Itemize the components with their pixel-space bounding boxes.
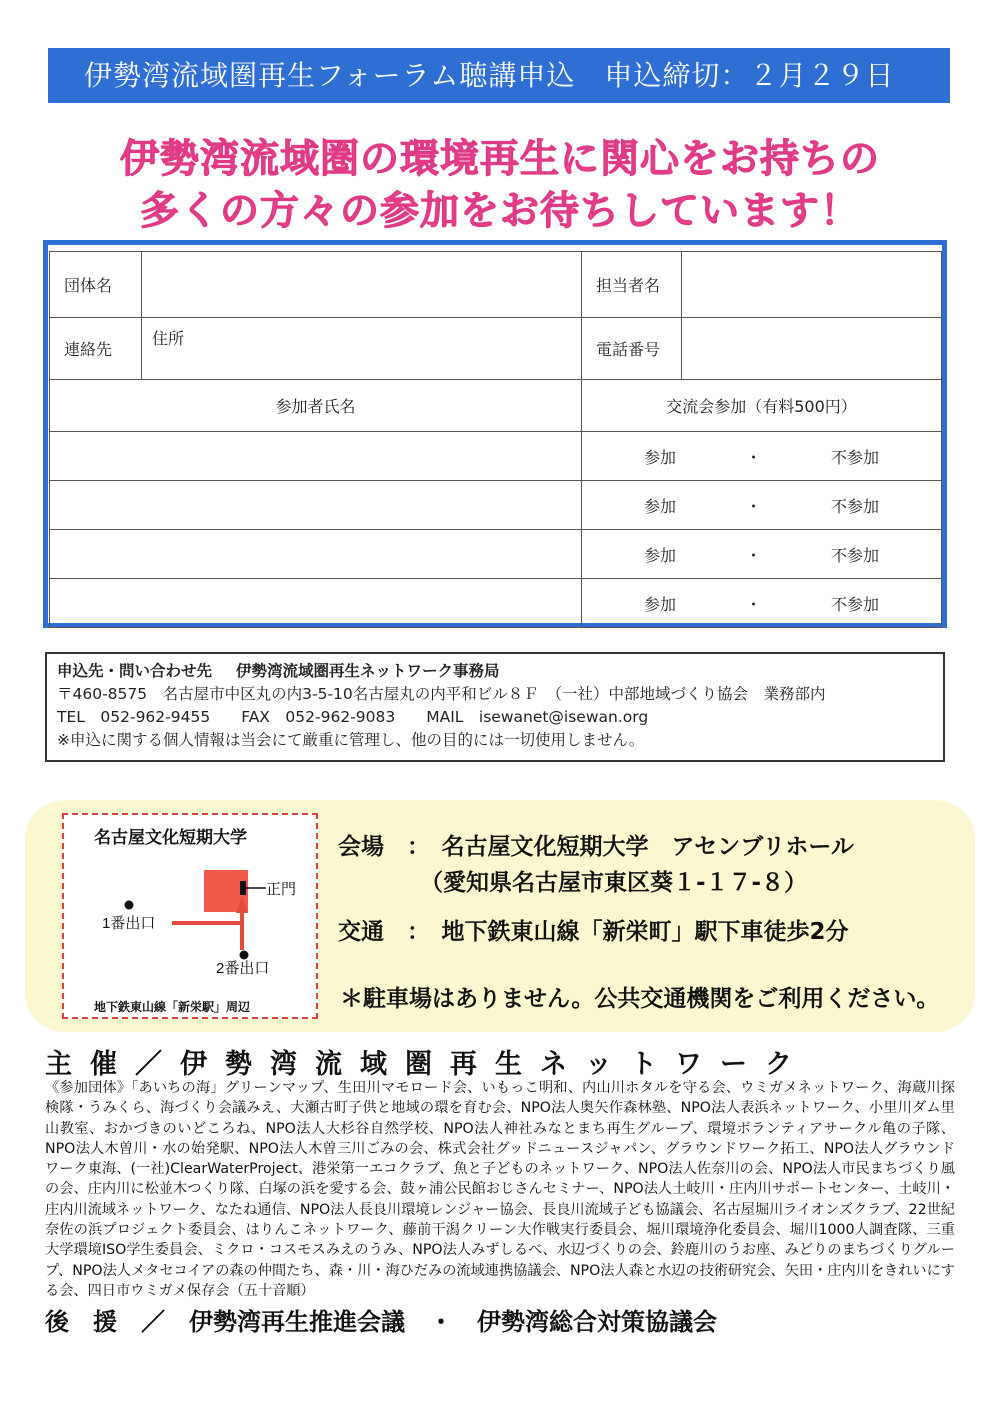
attend-option[interactable]: 参加: [644, 594, 677, 614]
exit-2-marker: [240, 951, 249, 960]
not-attend-option[interactable]: 不参加: [830, 545, 879, 565]
contact-org: 伊勢湾流域圏再生ネットワーク事務局: [236, 662, 500, 680]
attend-option[interactable]: 参加: [644, 545, 677, 565]
choice-separator: ・: [745, 447, 762, 467]
person-field[interactable]: [682, 252, 942, 318]
org-field[interactable]: [142, 252, 582, 318]
exchange-choice-1[interactable]: [582, 432, 942, 481]
map-caption: 地下鉄東山線「新栄駅」周辺: [94, 1000, 251, 1014]
not-attend-option[interactable]: 不参加: [830, 496, 879, 516]
participant-header: 参加者氏名: [50, 380, 582, 432]
map-title: 名古屋文化短期大学: [94, 828, 247, 847]
phone-label: 電話番号: [582, 318, 682, 380]
exit-1-label: 1番出口: [102, 915, 156, 932]
participant-name-field-1[interactable]: [50, 432, 582, 481]
phone-field[interactable]: [682, 318, 942, 380]
parking-note: ＊駐車場はありません。公共交通機関をご利用ください。: [340, 986, 940, 1012]
gate-marker: [240, 881, 246, 895]
address-label: 住所: [152, 329, 185, 348]
contact-label: 申込先・問い合わせ先: [57, 662, 213, 680]
exchange-choice-4[interactable]: [582, 579, 942, 628]
title-banner: 伊勢湾流域圏再生フォーラム聴講申込 申込締切：２月２９日: [48, 48, 950, 103]
contact-heading: [57, 660, 933, 683]
not-attend-option[interactable]: 不参加: [830, 594, 879, 614]
supporters: 後 援 ／ 伊勢湾再生推進会議 ・ 伊勢湾総合対策協議会: [45, 1308, 717, 1336]
organizer: 主催／伊勢湾流域圏再生ネットワーク: [45, 1049, 810, 1080]
participant-name-field-2[interactable]: [50, 481, 582, 530]
exit-2-label: 2番出口: [216, 960, 270, 977]
contact-tel-fax-mail: TEL 052-962-9455 FAX 052-962-9083 MAIL isewanet@isewan.org: [57, 708, 649, 726]
exchange-choice-3[interactable]: [582, 530, 942, 579]
privacy-note: ※申込に関する個人情報は当会にて厳重に管理し、他の目的には一切使用しません。: [57, 731, 645, 749]
headline-line-1: 伊勢湾流域圏の環境再生に関心をお持ちの: [119, 137, 880, 182]
choice-separator: ・: [745, 594, 762, 614]
contact-address: 〒460-8575 名古屋市中区丸の内3-5-10名古屋丸の内平和ビル８Ｆ （一社）中部地域づくり協会 業務部内: [57, 685, 826, 703]
exchange-choice-2[interactable]: [582, 481, 942, 530]
venue-access: 交通 ： 地下鉄東山線「新栄町」駅下車徒歩2分: [338, 919, 849, 945]
attend-option[interactable]: 参加: [644, 447, 677, 467]
address-field[interactable]: [142, 318, 582, 380]
person-label: 担当者名: [582, 252, 682, 318]
headline-line-2: 多くの方々の参加をお待ちしています！: [139, 189, 860, 234]
not-attend-option[interactable]: 不参加: [830, 447, 879, 467]
participant-name-field-4[interactable]: [50, 579, 582, 628]
exchange-header: 交流会参加（有料500円）: [582, 380, 942, 432]
attend-option[interactable]: 参加: [644, 496, 677, 516]
contact-box: [45, 652, 945, 762]
choice-separator: ・: [745, 545, 762, 565]
choice-separator: ・: [745, 496, 762, 516]
contact-label: 連絡先: [50, 318, 142, 380]
venue-address: （愛知県名古屋市東区葵１-１７-８）: [420, 870, 808, 896]
venue-place: 会場 ： 名古屋文化短期大学 アセンブリホール: [338, 834, 854, 860]
org-label: 団体名: [50, 252, 142, 318]
participating-groups: 《参加団体》「あいちの海」グリーンマップ、生田川マモロード会、いもっこ明和、内山川ホタルを守る会、ウミガメネットワーク、海蔵川探検隊・うみくら、海づくり会議みえ、大瀬古町子供と地域の環を育む会、NPO法人奥矢作森林塾、NPO法人表浜ネットワーク、小里川ダム里山教室、おかづきのいどころね、NPO法人大杉谷自然学校、NPO法人神社みなとまち再生グループ、環境ボランティアサークル亀の子隊、NPO法人木曽川・水の始発駅、NPO法人木曽三川ごみの会、株式会社グッドニュースジャパン、グラウンドワーク拓工、NPO法人グラウンドワーク東海、(一社)ClearWaterProject、港栄第一エコクラブ、魚と子どものネットワーク、NPO法人佐奈川の会、NPO法人市民まちづくり風の会、庄内川に松並木つくり隊、白塚の浜を愛する会、鼓ヶ浦公民館おじさんセミナー、NPO法人土岐川・庄内川サポートセンター、土岐川・庄内川流域ネットワーク、なたね通信、NPO法人長良川環境レンジャー協会、長良川流域子ども協議会、名古屋堀川ライオンズクラブ、22世紀奈佐の浜プロジェクト委員会、はりんこネットワーク、藤前干潟クリーン大作戦実行委員会、堀川環境浄化委員会、堀川1000人調査隊、三重大学環境ISO学生委員会、ミクロ・コスモスみえのうみ、NPO法人みずしるべ、水辺づくりの会、鈴鹿川のうお座、みどりのまちづくりグループ、NPO法人メタセコイアの森の仲間たち、森・川・海ひだみの流域連携協議会、NPO法人森と水辺の技術研究会、矢田・庄内川をきれいにする会、四日市ウミガメ保存会（五十音順）: [45, 1080, 955, 1299]
application-table: [49, 251, 942, 628]
map-graphic: [64, 815, 316, 1017]
participant-name-field-3[interactable]: [50, 530, 582, 579]
exit-1-marker: [125, 901, 134, 910]
gate-label: 正門: [266, 881, 297, 898]
application-form: [43, 240, 947, 628]
venue-map: [62, 813, 318, 1019]
